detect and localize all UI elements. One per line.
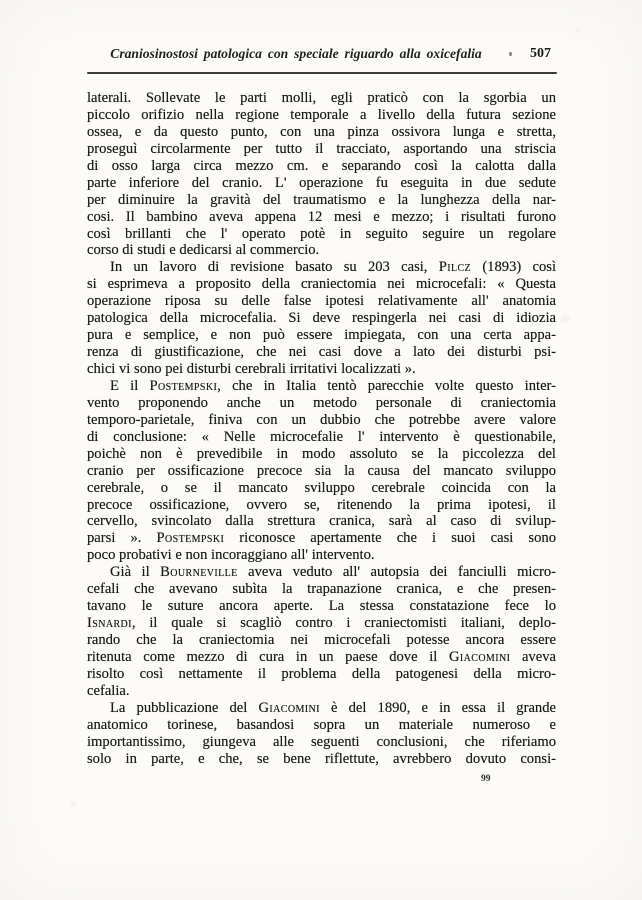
scan-speck — [575, 28, 580, 32]
text-line: di osso larga circa mezzo cm. e separando così la calotta dalla — [87, 157, 556, 174]
text-line: poichè non è prevedibile in modo assoluto se la piccolezza del — [87, 445, 556, 462]
running-header — [87, 46, 557, 66]
text-line: patologica della microcefalia. Si deve respingerla nei casi di idiozia — [87, 310, 556, 327]
smallcaps-name: Postempski — [156, 530, 225, 547]
paragraph — [87, 378, 556, 564]
header-rule — [87, 72, 557, 74]
text-line: di conclusione: « Nelle microcefalie l' intervento è questionabile, — [87, 428, 556, 445]
text-line: operazione riposa su delle false ipotesi relativamente all' anatomia — [87, 293, 556, 310]
text-line: temporo-parietale, finiva con un dubbio che potrebbe avere valore — [87, 411, 556, 428]
text-line: vento proponendo anche un metodo personale di craniectomia — [87, 394, 556, 411]
scan-speck — [509, 52, 512, 56]
paragraph — [87, 259, 556, 378]
text-line: anatomico torinese, basandosi sopra un materiale numeroso e — [87, 716, 556, 733]
smallcaps-name: Pilcz — [438, 259, 472, 276]
smallcaps-name: Bourneville — [160, 564, 238, 581]
text-line: così brillanti che l' operato potè in seguito seguire un regolare — [87, 225, 556, 242]
text-line: ossea, e da questo punto, con una pinza ossivora lunga e stretta, — [87, 123, 556, 140]
text-line: poco probativi e non incoraggiano all' intervento. — [87, 547, 375, 564]
text-line: risolto così nettamente il problema della patogenesi della micro- — [87, 665, 556, 682]
text-line: cerebrale, o se il mancato sviluppo cerebrale coincida con la — [87, 479, 556, 496]
body-text — [87, 90, 556, 768]
smallcaps-name: Giacomini — [448, 648, 511, 665]
paragraph — [87, 90, 556, 259]
text-line: cosi. Il bambino aveva appena 12 mesi e mezzo; i risultati furono — [87, 208, 556, 225]
text-line: cervello, svincolato dalla strettura cranica, sarà al caso di svilup- — [87, 513, 556, 530]
smallcaps-name: Postempski — [149, 377, 218, 394]
text-line: In un lavoro di revisione basato su 203 casi, Pilcz (1893) così — [110, 259, 556, 276]
scan-speck — [560, 315, 570, 323]
scan-speck — [70, 802, 76, 807]
text-line: cefalia. — [87, 682, 130, 699]
smallcaps-name: Isnardi — [87, 615, 132, 632]
paragraph — [87, 564, 556, 700]
text-line: solo in parte, e che, se bene riflettute, avrebbero dovuto consi- — [87, 750, 556, 767]
text-line: piccolo orifizio nella regione temporale a livello della futura sezione — [87, 106, 556, 123]
text-line: renza di giustificazione, che nei casi dove a lato dei disturbi psi- — [87, 344, 556, 361]
text-line: corso di studi e dedicarsi al commercio. — [87, 242, 320, 259]
text-line: Già il Bourneville aveva veduto all' autopsia dei fanciulli micro- — [110, 564, 556, 581]
text-line: La pubblicazione del Giacomini è del 1890, e in essa il grande — [110, 699, 556, 716]
text-line: per diminuire la gravità del traumatismo e la lunghezza della nar- — [87, 191, 556, 208]
text-line: importantissimo, giungeva alle seguenti conclusioni, che riferiamo — [87, 733, 556, 750]
text-line: precoce ossificazione, ovvero se, ritenendo la prima ipotesi, il — [87, 496, 556, 513]
text-line: cranio per ossificazione precoce sia la causa del mancato sviluppo — [87, 462, 556, 479]
smallcaps-name: Giacomini — [258, 699, 320, 716]
text-line: proseguì circolarmente per tutto il tracciato, asportando una striscia — [87, 140, 556, 157]
text-line: cefali che avevano subìta la trapanazione cranica, e che presen- — [87, 581, 556, 598]
text-line: ritenuta come mezzo di cura in un paese dove il Giacomini aveva — [87, 648, 556, 665]
text-line: rando che la craniectomia nei microcefali potesse ancora essere — [87, 632, 556, 648]
text-line: tavano le suture ancora aperte. La stessa constatazione fece lo — [87, 598, 556, 615]
page-number: 507 — [530, 46, 551, 61]
running-header-title: Craniosinostosi patologica con speciale riguardo alla oxicefalia — [110, 46, 482, 61]
text-line: pura e semplice, e non può essere impiegata, con una certa appa- — [87, 327, 556, 344]
text-line: Isnardi, il quale si scagliò contro i craniectomisti italiani, deplo- — [87, 615, 556, 632]
text-line: E il Postempski, che in Italia tentò parecchie volte questo inter- — [110, 377, 556, 394]
footer-signature-mark: 99 — [481, 774, 491, 784]
text-line: parsi ». Postempski riconosce apertamente che i suoi casi sono — [87, 530, 556, 547]
text-line: parte inferiore del cranio. L' operazione fu eseguita in due sedute — [87, 174, 556, 191]
paragraph — [87, 700, 556, 768]
text-line: si esprimeva a proposito della craniectomia nei microcefali: « Questa — [87, 276, 556, 293]
text-line: chici vi sono pei disturbi cerebrali irritativi localizzati ». — [87, 361, 416, 377]
text-line: laterali. Sollevate le parti molli, egli praticò con la sgorbia un — [87, 90, 556, 106]
